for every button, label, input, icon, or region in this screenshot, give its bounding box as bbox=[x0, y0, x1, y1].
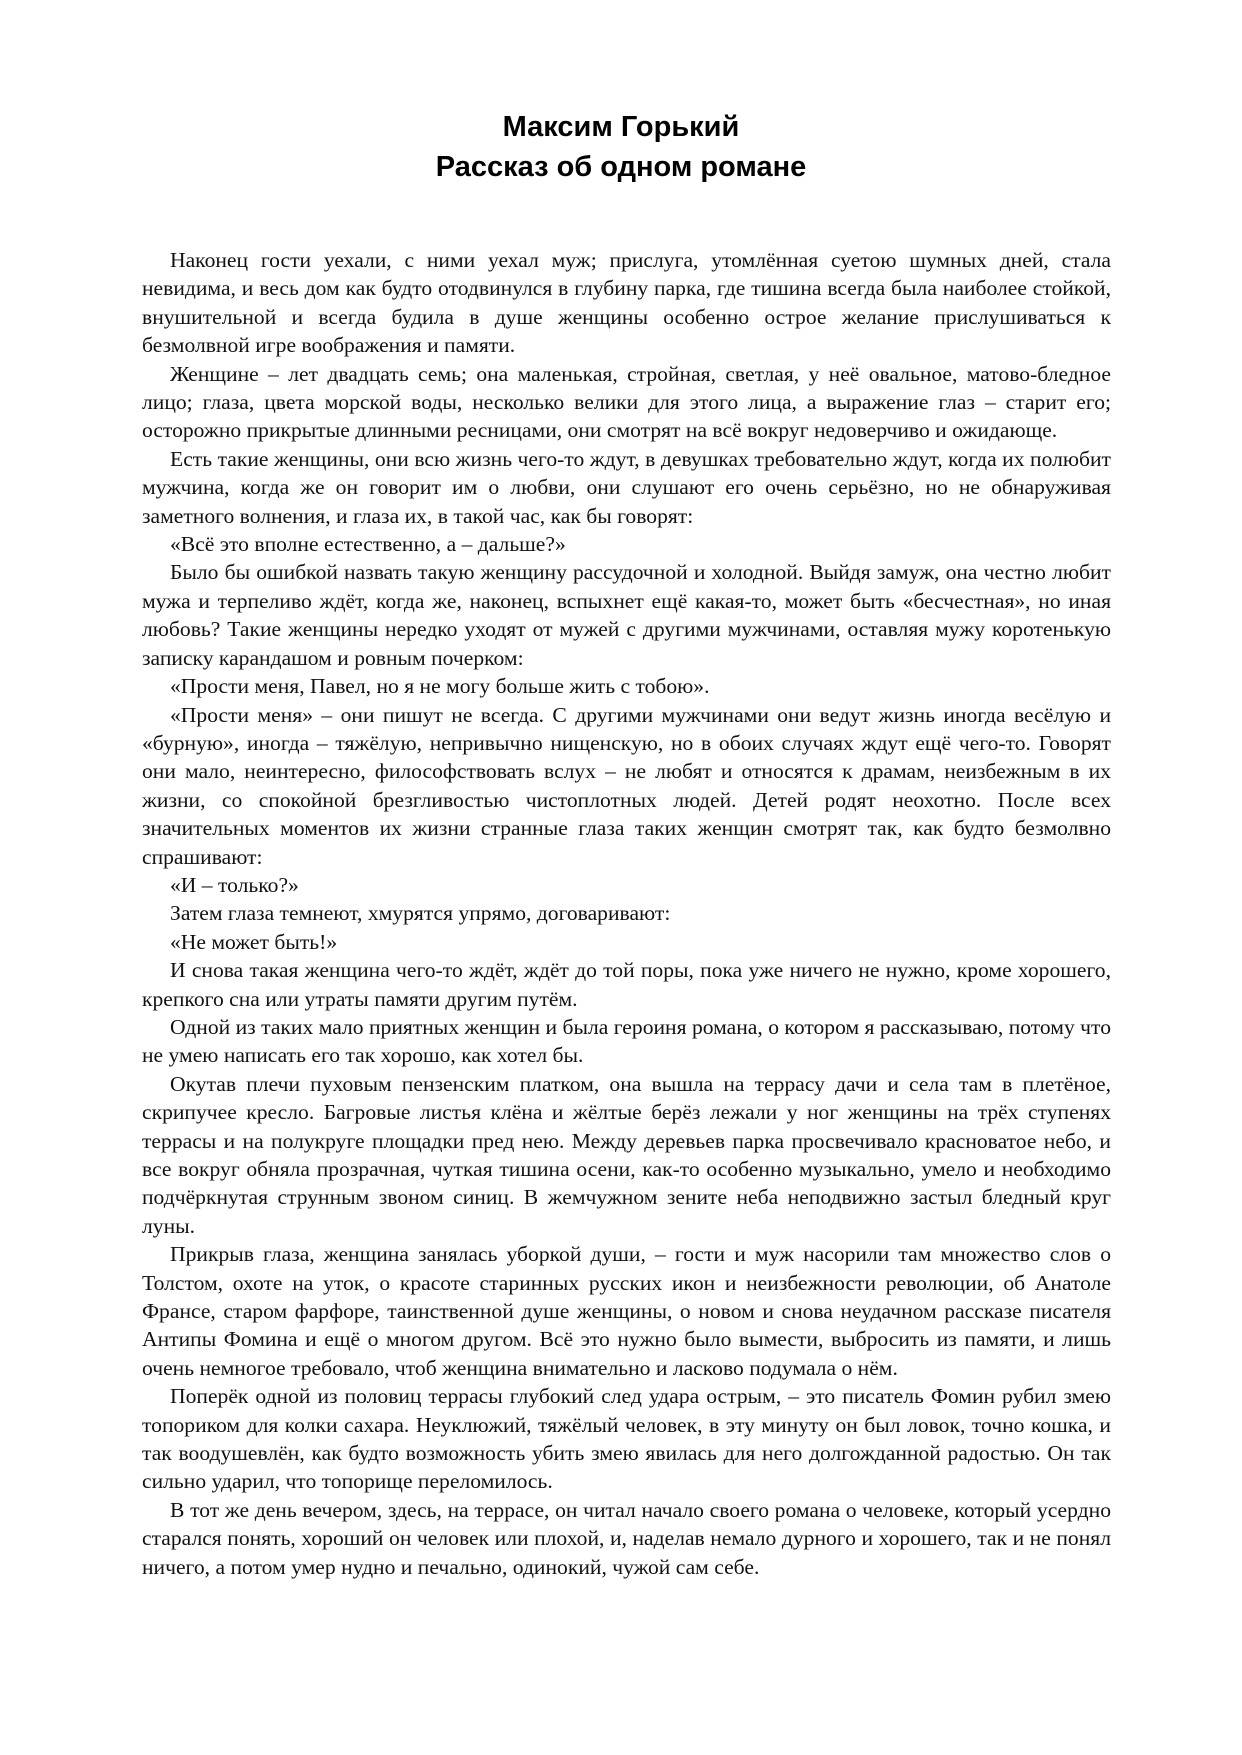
paragraph: Есть такие женщины, они всю жизнь чего-то ждут, в девушках требовательно ждут, когда их полюбит мужчина, когда же он говорит им о любви, они слушают его очень серьёзно, но не обнаруживая заметного волнения, и глаза их, в такой час, как бы говорят: bbox=[142, 446, 1111, 528]
author-name: Максим Горький bbox=[502, 111, 740, 143]
paragraph: «Прости меня» – они пишут не всегда. С другими мужчинами они ведут жизнь иногда весёлую и «бурную», иногда – тяжёлую, непривычно нищенскую, но в обоих случаях ждут ещё чего-то. Говорят они мало, неинтересно, философствовать вслух – не любят и относятся к драмам, неизбежным в их жизни, со спокойной брезгливостью чистоплотных людей. Детей родят неохотно. После всех значительных моментов их жизни странные глаза таких женщин смотрят так, как будто безмолвно спрашивают: bbox=[142, 702, 1111, 869]
paragraph: И снова такая женщина чего-то ждёт, ждёт до той поры, пока уже ничего не нужно, кроме хорошего, крепкого сна или утраты памяти другим путём. bbox=[142, 958, 1111, 1011]
paragraph: Поперёк одной из половиц террасы глубокий след удара острым, – это писатель Фомин рубил змею топориком для колки сахара. Неуклюжий, тяжёлый человек, в эту минуту он был ловок, точно кошка, и так воодушевлён, как будто возможность убить змею явилась для него долгожданной радостью. Он так сильно ударил, что топорище переломилось. bbox=[142, 1384, 1111, 1494]
paragraph: Окутав плечи пуховым пензенским платком, она вышла на террасу дачи и села там в плетёное, скрипучее кресло. Багровые листья клёна и жёлтые берёз лежали у ног женщины на трёх ступенях террасы и на полукруге площадки пред нею. Между деревьев парка просвечивало красноватое небо, и все вокруг обняла прозрачная, чуткая тишина осени, как-то особенно музыкально, умело и необходимо подчёркнутая струнным звоном синиц. В жемчужном зените неба неподвижно застыл бледный круг луны. bbox=[142, 1071, 1111, 1238]
title-block bbox=[0, 107, 1242, 187]
paragraph: Затем глаза темнеют, хмурятся упрямо, договаривают: bbox=[170, 901, 671, 926]
paragraph: Женщине – лет двадцать семь; она маленькая, стройная, светлая, у неё овальное, матово-бледное лицо; глаза, цвета морской воды, несколько велики для этого лица, а выражение глаз – старит его; осторожно прикрытые длинными ресницами, они смотрят на всё вокруг недоверчиво и ожидающе. bbox=[142, 361, 1111, 443]
paragraph: Прикрыв глаза, женщина занялась уборкой души, – гости и муж насорили там множество слов о Толстом, охоте на уток, о красоте старинных русских икон и неизбежности революции, об Анатоле Франсе, старом фарфоре, таинственной душе женщины, о новом и снова неудачном рассказе писателя Антипы Фомина и ещё о многом другом. Всё это нужно было вымести, выбросить из памяти, и лишь очень немногое требовало, чтоб женщина внимательно и ласково подумала о нём. bbox=[142, 1242, 1111, 1380]
paragraph: Одной из таких мало приятных женщин и была героиня романа, о котором я рассказываю, потому что не умею написать его так хорошо, как хотел бы. bbox=[142, 1014, 1111, 1068]
story-title: Рассказ об одном романе bbox=[435, 151, 807, 183]
quote-line: «Прости меня, Павел, но я не могу больше жить с тобою». bbox=[170, 674, 710, 699]
paragraph: Наконец гости уехали, с ними уехал муж; прислуга, утомлённая суетою шумных дней, стала невидима, и весь дом как будто отодвинулся в глубину парка, где тишина всегда была наиболее стойкой, внушительной и всегда будила в душе женщины особенно острое желание прислушиваться к безмолвной игре воображения и памяти. bbox=[142, 248, 1111, 358]
quote-line: «Всё это вполне естественно, а – дальше?» bbox=[170, 532, 566, 557]
quote-line: «Не может быть!» bbox=[170, 929, 338, 954]
story-text bbox=[142, 246, 1111, 1581]
paragraph: Было бы ошибкой назвать такую женщину рассудочной и холодной. Выйдя замуж, она честно любит мужа и терпеливо ждёт, когда же, наконец, вспыхнет ещё какая-то, может быть «бесчестная», но иная любовь? Такие женщины нередко уходят от мужей с другими мужчинами, оставляя мужу коротенькую записку карандашом и ровным почерком: bbox=[142, 560, 1111, 670]
paragraph: В тот же день вечером, здесь, на террасе, он читал начало своего романа о человеке, который усердно старался понять, хороший он человек или плохой, и, наделав немало дурного и хорошего, так и не понял ничего, а потом умер нудно и печально, одинокий, чужой сам себе. bbox=[142, 1497, 1111, 1579]
quote-line: «И – только?» bbox=[170, 872, 299, 897]
